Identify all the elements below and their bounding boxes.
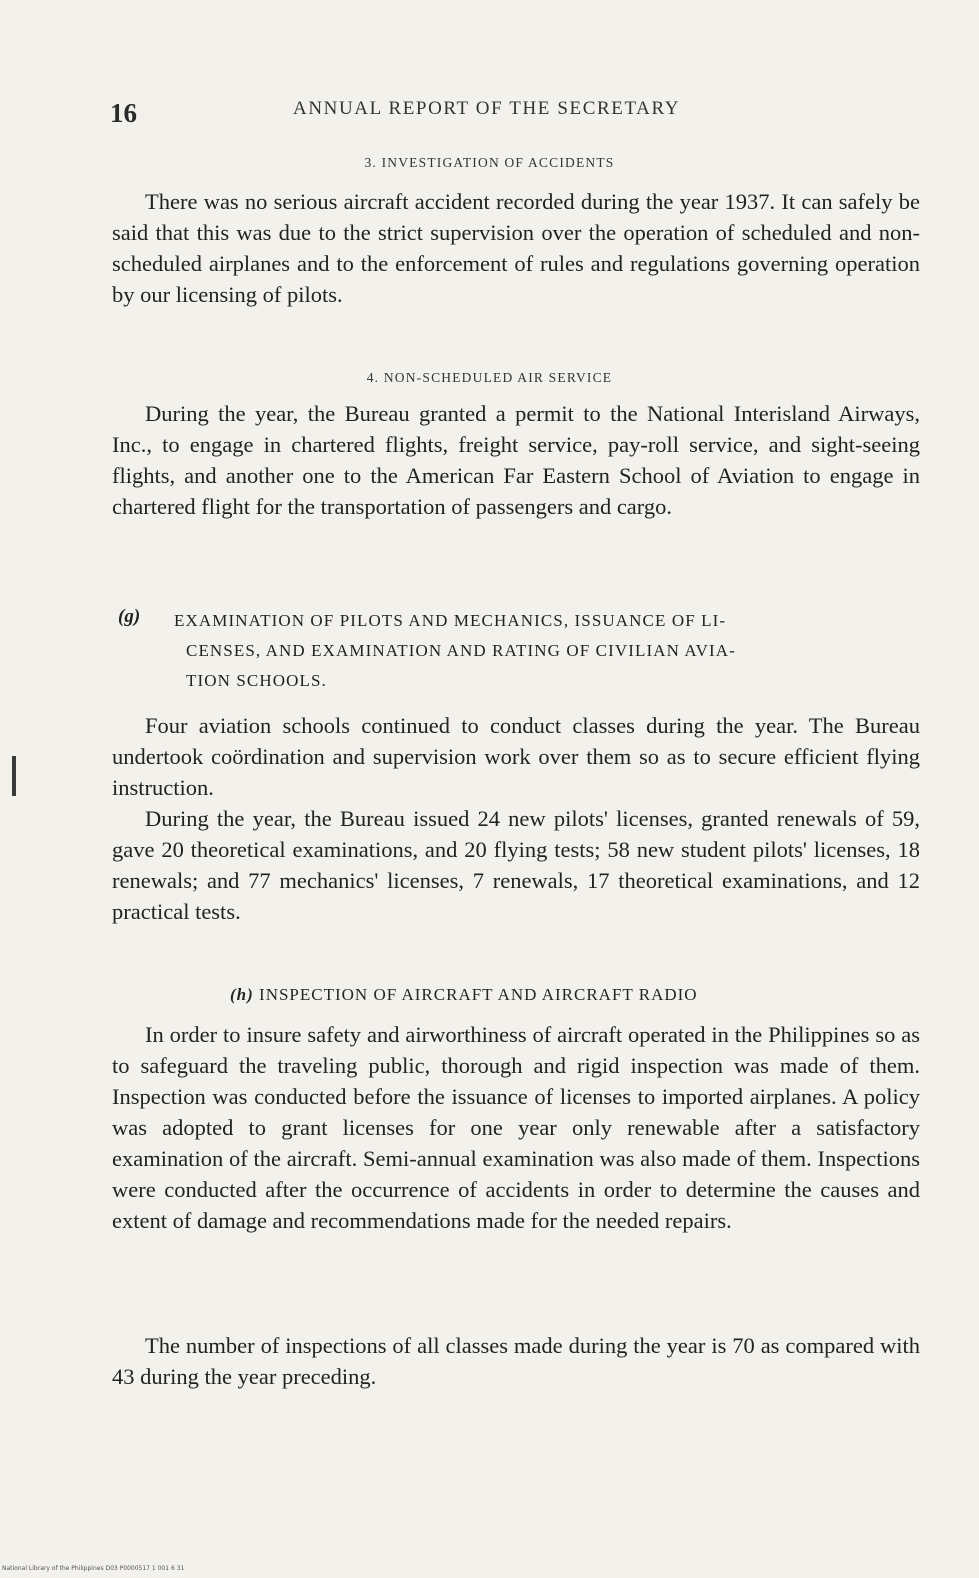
scan-footer-note: National Library of the Philippines D03 P0000517 1 001 6 31 xyxy=(2,1565,185,1572)
section-h-paragraph-2: The number of inspections of all classes made during the year is 70 as compared with 43 during the year preceding. xyxy=(112,1333,920,1389)
section-g-paragraph-1: Four aviation schools continued to conduct classes during the year. The Bureau undertook coördination and supervision work over them so as to secure efficient flying instruction. xyxy=(112,713,920,800)
section-3-body: There was no serious aircraft accident recorded during the year 1937. It can safely be said that this was due to the strict supervision over the operation of scheduled and non-scheduled airplanes and to the enforcement of rules and regulations governing operation by our licensing of pilots. xyxy=(112,189,920,307)
section-g-paragraph-2: During the year, the Bureau issued 24 new pilots' licenses, granted renewals of 59, gave 20 theoretical examinations, and 20 flying tests; 58 new student pilots' licenses, 18 renewals; and 77 mechanics' licenses, 7 renewals, 17 theoretical examinations, and 12 practical tests. xyxy=(112,806,920,924)
section-g-heading-line-1: EXAMINATION OF PILOTS AND MECHANICS, ISSUANCE OF LI- xyxy=(174,611,727,630)
section-h-title: INSPECTION OF AIRCRAFT AND AIRCRAFT RADIO xyxy=(259,985,698,1004)
section-h-heading xyxy=(230,980,698,1010)
section-4-heading: 4. NON-SCHEDULED AIR SERVICE xyxy=(366,370,613,385)
section-3-heading: 3. INVESTIGATION OF ACCIDENTS xyxy=(364,155,615,170)
section-g-heading-line-2: CENSES, AND EXAMINATION AND RATING OF CIVILIAN AVIA- xyxy=(186,641,736,660)
section-h-paragraph-1: In order to insure safety and airworthiness of aircraft operated in the Philippines so as to safeguard the traveling public, thorough and rigid inspection was made of them. Inspection was conducted before the issuance of licenses to imported airplanes. A policy was adopted to grant licenses for one year only renewable after a satisfactory examination of the aircraft. Semi-annual examination was also made of them. Inspections were conducted after the occurrence of accidents in order to determine the causes and extent of damage and recommendations made for the needed repairs. xyxy=(112,1022,920,1233)
section-g-heading-line-3: TION SCHOOLS. xyxy=(186,671,327,690)
section-g-letter: (g) xyxy=(118,606,141,627)
section-h-letter: (h) xyxy=(230,985,254,1004)
margin-mark xyxy=(12,756,16,796)
running-title: ANNUAL REPORT OF THE SECRETARY xyxy=(293,98,681,119)
page-header xyxy=(110,92,920,132)
section-4-body: During the year, the Bureau granted a permit to the National Interisland Airways, Inc., to engage in chartered flights, freight service, pay-roll service, and sight-seeing flights, and another one to the American Far Eastern School of Aviation to engage in chartered flight for the transportation of passengers and cargo. xyxy=(112,401,920,519)
page-number: 16 xyxy=(110,98,137,128)
